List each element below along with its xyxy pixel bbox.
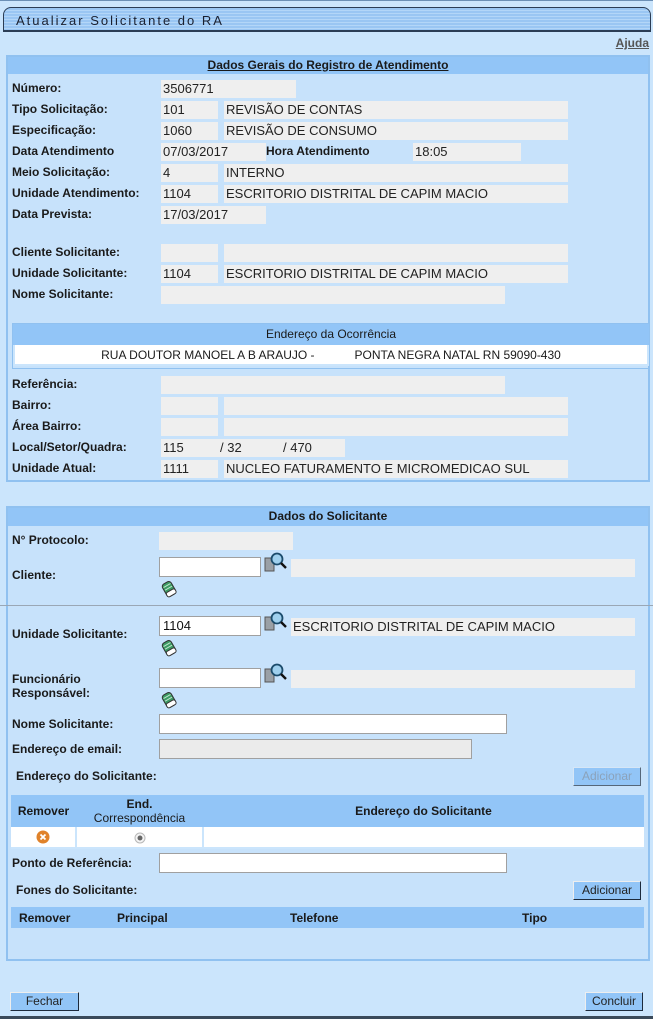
funcionario-label-line1: Funcionário: [12, 672, 81, 686]
window-title: Atualizar Solicitante do RA: [16, 13, 224, 28]
bairro-code: [161, 397, 218, 415]
top-border: [0, 0, 653, 6]
unidade-solicitante-input[interactable]: 1104: [159, 616, 261, 636]
meio-desc: INTERNO: [224, 164, 568, 182]
referencia-value: [161, 376, 505, 394]
data-prevista-label: Data Prevista:: [12, 207, 93, 221]
setor-value: / 32: [220, 440, 242, 455]
nome-solicitante-input[interactable]: [159, 714, 507, 734]
unidade-atendimento-code: 1104: [161, 185, 218, 203]
especificacao-code: 1060: [161, 122, 218, 140]
funcionario-input[interactable]: [159, 668, 261, 688]
cliente-input[interactable]: [159, 557, 261, 577]
occurrence-address-box: [12, 323, 650, 369]
col-end-corr-line2: Correspondência: [93, 811, 186, 825]
tipo-code: 101: [161, 101, 218, 119]
data-atendimento-value: 07/03/2017: [161, 143, 266, 161]
eraser-icon[interactable]: [160, 691, 178, 709]
col-phone-remover: Remover: [19, 911, 71, 925]
fones-label: Fones do Solicitante:: [16, 883, 138, 897]
search-icon[interactable]: [264, 611, 288, 631]
general-data-header: Dados Gerais do Registro de Atendimento: [8, 57, 648, 74]
solicitante-header: Dados do Solicitante: [8, 508, 648, 526]
meio-label: Meio Solicitação:: [12, 165, 111, 179]
col-remover: Remover: [17, 804, 70, 818]
col-phone-principal: Principal: [117, 911, 168, 925]
unidade-atendimento-desc: ESCRITORIO DISTRITAL DE CAPIM MACIO: [224, 185, 568, 203]
local-value: 115: [163, 440, 184, 455]
numero-label: Número:: [12, 81, 62, 95]
remove-x-icon[interactable]: [36, 830, 50, 844]
especificacao-desc: REVISÃO DE CONSUMO: [224, 122, 568, 140]
endereco-solicitante-label: Endereço do Solicitante:: [16, 769, 157, 783]
col-phone-telefone: Telefone: [290, 911, 339, 925]
cliente-label: Cliente:: [12, 568, 57, 582]
cliente-desc: [291, 559, 635, 577]
funcionario-label: [12, 672, 90, 700]
close-button[interactable]: Fechar: [10, 992, 79, 1011]
general-data-panel: [6, 55, 650, 482]
local-setor-quadra-label: Local/Setor/Quadra:: [12, 440, 127, 454]
col-end-corr-line1: End.: [126, 797, 153, 811]
data-prevista-value: 17/03/2017: [161, 206, 266, 224]
bairro-label: Bairro:: [12, 398, 52, 412]
area-bairro-desc: [224, 418, 568, 436]
ponto-referencia-input[interactable]: [159, 853, 507, 873]
unidade-solicitante-desc: ESCRITORIO DISTRITAL DE CAPIM MACIO: [224, 265, 568, 283]
protocolo-value: [159, 532, 293, 550]
cliente-solicitante-code: [161, 244, 218, 262]
funcionario-desc: [291, 670, 635, 688]
unidade-solicitante-label: Unidade Solicitante:: [12, 266, 128, 280]
col-end-correspondencia: [76, 795, 203, 827]
address-row: [11, 827, 644, 848]
col-phone-tipo: Tipo: [522, 911, 548, 925]
area-bairro-label: Área Bairro:: [12, 419, 82, 433]
remove-cell: [11, 827, 76, 848]
unidade-atual-code: 1111: [161, 460, 218, 478]
correspondence-cell: [76, 827, 203, 848]
unidade-atendimento-label: Unidade Atendimento:: [12, 186, 140, 200]
unidade-solicitante-desc: ESCRITORIO DISTRITAL DE CAPIM MACIO: [291, 618, 635, 636]
data-atendimento-label: Data Atendimento: [12, 144, 115, 158]
address-cell: [203, 827, 644, 848]
occurrence-address-value: RUA DOUTOR MANOEL A B ARAUJO - PONTA NEGRA NATAL RN 59090-430: [13, 345, 649, 366]
window-title-bar: [3, 7, 651, 32]
submit-button[interactable]: Concluir: [585, 992, 643, 1011]
tipo-desc: REVISÃO DE CONTAS: [224, 101, 568, 119]
nome-solicitante-value: [161, 286, 505, 304]
col-endereco: Endereço do Solicitante: [355, 804, 492, 818]
unidade-atual-desc: NUCLEO FATURAMENTO E MICROMEDICAO SUL: [224, 460, 568, 478]
search-icon[interactable]: [264, 663, 288, 683]
especificacao-label: Especificação:: [12, 123, 97, 137]
phones-table-header: [11, 907, 644, 928]
quadra-value: / 470: [283, 440, 312, 455]
help-link[interactable]: Ajuda: [615, 36, 649, 50]
tipo-label: Tipo Solicitação:: [12, 102, 108, 116]
numero-value: 3506771: [161, 80, 296, 98]
hora-atendimento-label: Hora Atendimento: [266, 144, 370, 158]
address-table-header: [11, 795, 644, 827]
add-address-button[interactable]: Adicionar: [573, 767, 641, 786]
address-table: [11, 795, 644, 849]
eraser-icon[interactable]: [160, 639, 178, 657]
nome-solicitante-input-label: Nome Solicitante:: [12, 717, 114, 731]
unidade-solicitante-code: 1104: [161, 265, 218, 283]
protocolo-label: N° Protocolo:: [12, 533, 89, 547]
bairro-desc: [224, 397, 568, 415]
unidade-solicitante-input-label: Unidade Solicitante:: [12, 627, 128, 641]
cliente-solicitante-label: Cliente Solicitante:: [12, 245, 121, 259]
section-divider: [0, 605, 653, 606]
hora-atendimento-value: 18:05: [413, 143, 521, 161]
email-input[interactable]: [159, 739, 472, 759]
search-icon[interactable]: [264, 552, 288, 572]
email-label: Endereço de email:: [12, 742, 123, 756]
referencia-label: Referência:: [12, 377, 78, 391]
eraser-icon[interactable]: [160, 580, 178, 598]
cliente-solicitante-desc: [224, 244, 568, 262]
correspondence-radio[interactable]: [134, 832, 146, 844]
funcionario-label-line2: Responsável:: [12, 686, 91, 700]
area-bairro-code: [161, 418, 218, 436]
occurrence-address-header: Endereço da Ocorrência: [13, 324, 649, 345]
ponto-referencia-label: Ponto de Referência:: [12, 856, 133, 870]
unidade-atual-label: Unidade Atual:: [12, 461, 97, 475]
nome-solicitante-label: Nome Solicitante:: [12, 287, 114, 301]
add-phone-button[interactable]: Adicionar: [573, 881, 641, 900]
meio-code: 4: [161, 164, 218, 182]
